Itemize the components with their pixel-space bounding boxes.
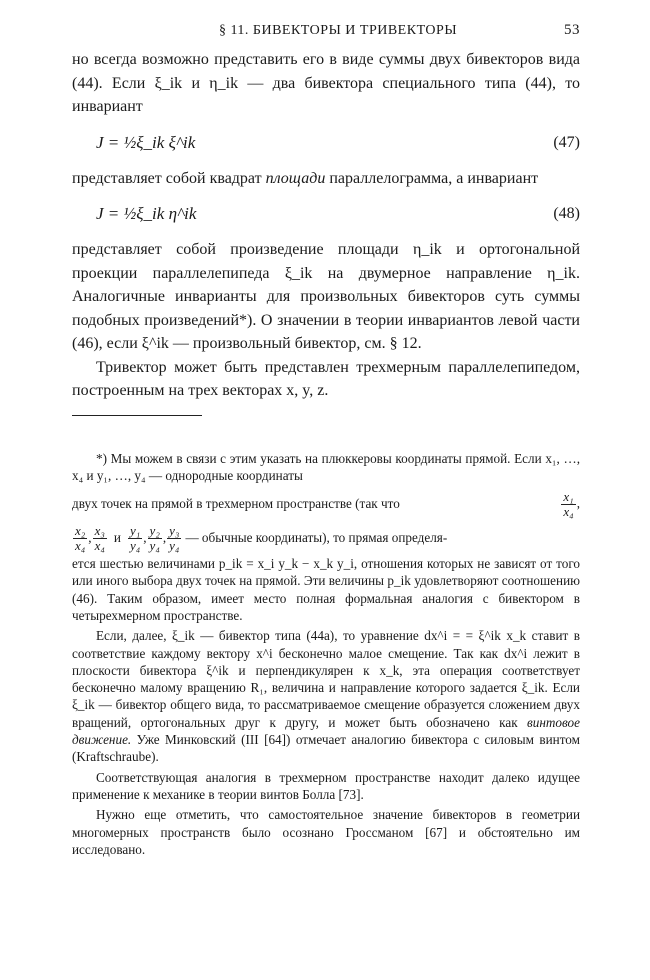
footnote-paragraph-2-emphasis: винтовое движение. bbox=[72, 714, 580, 748]
equation-47-formula: J = ½ξ_ik ξ^ik bbox=[96, 132, 196, 152]
paragraph-3: представляет собой произведение площади η_ik и ортогональной проекции параллелепипеда ξ_ik на двумерное направление η_ik. Аналогичные инварианты для произвольных бивекторов суть суммы подобных произведений*). О значении в теории инвариантов левой части (46), если ξ^ik — произвольный бивектор, см. § 12. bbox=[72, 241, 580, 352]
equation-48-formula: J = ½ξ_ik η^ik bbox=[96, 204, 197, 224]
equation-47-number: (47) bbox=[553, 133, 580, 151]
footnote-paragraph-2 bbox=[72, 627, 580, 765]
equation-48-number: (48) bbox=[553, 205, 580, 223]
footnote-line-3-rest: — обычные координаты), то прямая определя- bbox=[185, 530, 448, 546]
fraction-y3-y4: $\frac{\text{y₃}}{\text{y₄}}$ bbox=[169, 522, 180, 553]
fraction-x2-x4: $\frac{\text{x₂}}{\text{x₄}}$ bbox=[75, 522, 86, 553]
fraction-y2-y4: $\frac{\text{y₂}}{\text{y₄}}$ bbox=[149, 522, 160, 553]
footnote bbox=[72, 450, 580, 859]
paragraph-2-emphasis: площади bbox=[265, 169, 326, 187]
main-text bbox=[72, 48, 580, 403]
fraction-x3-x4: $\frac{\text{x₃}}{\text{x₄}}$ bbox=[94, 522, 105, 553]
fraction-x1-x4: $\frac{\text{x₁}}{\text{x₄}}$ bbox=[563, 488, 574, 519]
footnote-line-1: *) Мы можем в связи с этим указать на плюккеровы координаты прямой. Если x₁, …, x₄ и y₁, …, y₄ — однородные координаты bbox=[72, 450, 580, 483]
equation-47 bbox=[72, 119, 580, 167]
fraction-y1-y4: $\frac{\text{y₁}}{\text{y₄}}$ bbox=[129, 522, 141, 553]
footnote-line-3: $\frac{\text{x₂}}{\text{x₄}}$ , $\frac{\text{x₃}}{\text{x₄}}$ и $\frac{\text{y₁}}{\text{y₄}}$ , $\frac{\text{y₂}}{\text{y₄}}$ , $\frac{\text{y₃}}{\text{y₄}}$ — обычные координаты), то прямая определя- bbox=[75, 522, 448, 553]
footnote-paragraph-2-text-a: Если, далее, ξ_ik — бивектор типа (44а), то уравнение dx^i = = ξ^ik x_k ставит в соответствие каждому вектору x^i бесконечно малое смещение. Так как dx^i лежит в плоскости бивектора ξ^ik и перпендикулярен к x_k, эта операция соответствует бесконечно малому вращению R₁, величина и направление которого задается ξ_ik. Если ξ_ik — бивектор общего вида, то рассматриваемое смещение образуется сложением двух вращений, ортогональных друг к другу, и может быть обозначено как bbox=[72, 628, 580, 730]
paragraph-4: Тривектор может быть представлен трехмерным параллелепипедом, построенным на трех векторах x, y, z. bbox=[72, 358, 580, 399]
footnote-paragraph-4: Нужно еще отметить, что самостоятельное значение бивекторов в геометрии многомерных пространств было осознано Гроссманом [67] и обстоятельно им исследовано. bbox=[72, 807, 580, 857]
word-and: и bbox=[113, 530, 121, 546]
paragraph-2-text-b: параллелограмма, а инвариант bbox=[325, 169, 539, 187]
book-page bbox=[72, 22, 580, 861]
footnote-paragraph-2-text-b: Уже Минковский (III [64]) отмечает аналогию бивектора с силовым винтом (Kraftschraube). bbox=[72, 732, 580, 765]
paragraph-2-text-a: представляет собой квадрат bbox=[72, 169, 266, 187]
running-title: § 11. БИВЕКТОРЫ И ТРИВЕКТОРЫ bbox=[218, 23, 458, 38]
equation-48 bbox=[72, 190, 580, 238]
footnote-paragraph-1-rest: ется шестью величинами p_ik = x_i y_k − x_k y_i, отношения которых не зависят от того или иного выбора двух точек на прямой. Эти величины p_ik удовлетворяют соотношению (46). Таким образом, имеет место полная формальная аналогия с бивектором в четырехмерном пространстве. bbox=[72, 556, 580, 623]
page-header bbox=[72, 22, 580, 48]
footnote-paragraph-3: Соответствующая аналогия в трехмерном пространстве находит далеко идущее применение к механике в теории винтов Болла [73]. bbox=[72, 769, 580, 802]
footnote-line-2-text: двух точек на прямой в трехмерном пространстве (так что bbox=[72, 496, 400, 512]
page-number: 53 bbox=[564, 22, 580, 38]
footnote-line-2: двух точек на прямой в трехмерном пространстве (так что $\frac{\text{x₁}}{\text{x₄}}$ , bbox=[72, 488, 580, 519]
paragraph-2 bbox=[72, 167, 580, 191]
footnote-rule bbox=[72, 415, 202, 416]
paragraph-1: но всегда возможно представить его в виде суммы двух бивекторов вида (44). Если ξ_ik и η_ik — два бивектора специального типа (44), то инвариант bbox=[72, 51, 580, 115]
